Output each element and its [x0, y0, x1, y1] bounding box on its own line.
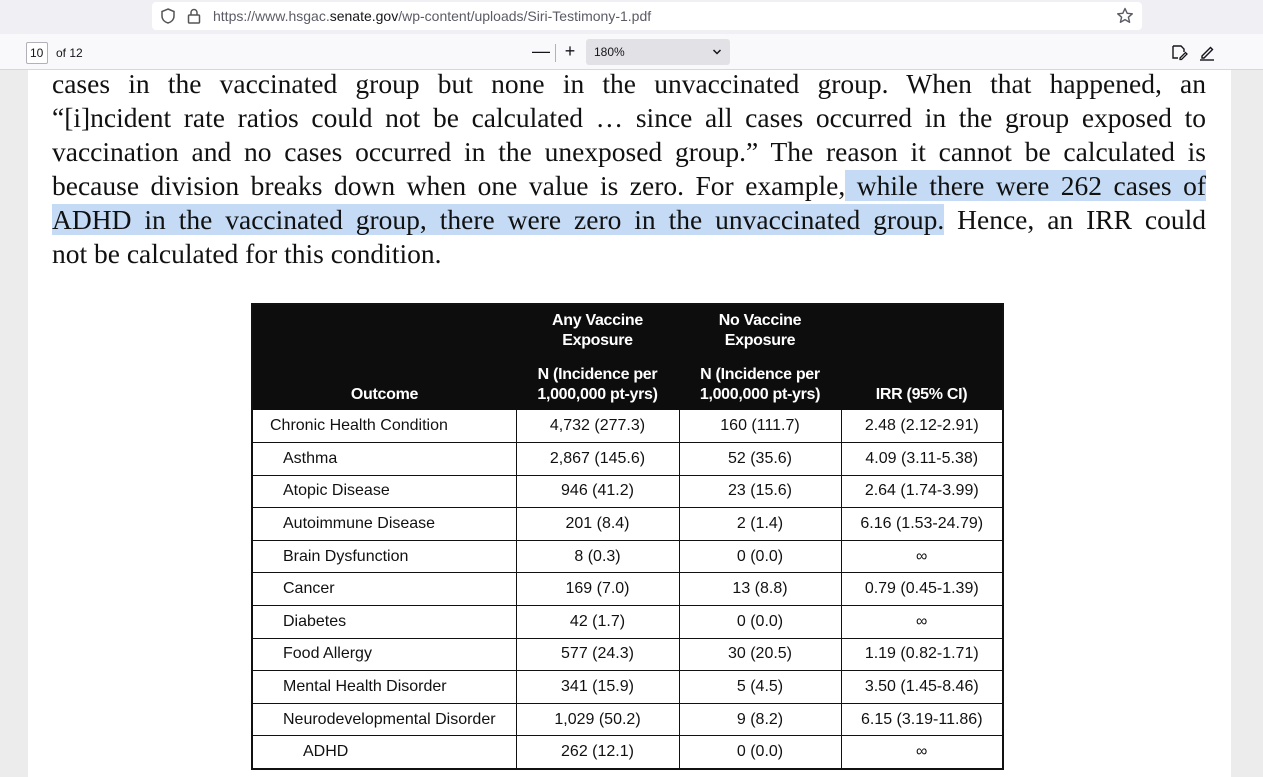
paragraph-line: not be calculated for this condition. [52, 238, 442, 269]
irr-cell: 4.09 (3.11-5.38) [841, 443, 1003, 476]
zoom-separator [555, 44, 556, 62]
header-cell [841, 304, 1003, 351]
outcome-cell: Food Allergy [252, 638, 516, 671]
no-vaccine-cell: 23 (15.6) [679, 475, 841, 508]
paragraph-line: cases in the vaccinated group but none in the unvaccinated group. When that happened, an [52, 70, 1206, 99]
zoom-in-button[interactable]: + [564, 41, 576, 61]
paragraph-line: vaccination and no cases occurred in the unexposed group.” The reason it cannot be calculated is [52, 136, 1206, 167]
browser-toolbar [0, 0, 1263, 34]
table-row [252, 508, 1003, 541]
draw-pen-icon[interactable] [1198, 43, 1216, 61]
no-vaccine-cell: 5 (4.5) [679, 671, 841, 704]
outcome-cell: Mental Health Disorder [252, 671, 516, 704]
table-row [252, 410, 1003, 443]
header-text: No Vaccine [718, 312, 802, 329]
irr-cell: ∞ [841, 540, 1003, 573]
paragraph-line [52, 169, 1206, 203]
page-count: of 12 [56, 46, 83, 60]
outcome-cell: ADHD [252, 736, 516, 769]
table-row [252, 606, 1003, 639]
table-row [252, 671, 1003, 704]
table-row [252, 736, 1003, 769]
url-text[interactable] [213, 8, 651, 24]
header-cell [679, 304, 841, 351]
no-vaccine-cell: 2 (1.4) [679, 508, 841, 541]
pdf-page [28, 70, 1231, 777]
line-text: Hence, an IRR could [944, 204, 1206, 235]
any-vaccine-cell: 1,029 (50.2) [516, 703, 679, 736]
irr-cell: 6.15 (3.19-11.86) [841, 703, 1003, 736]
url-prefix: https://www.hsgac. [213, 8, 330, 24]
any-vaccine-cell: 262 (12.1) [516, 736, 679, 769]
header-text: IRR (95% CI) [875, 386, 968, 403]
irr-cell: 2.64 (1.74-3.99) [841, 475, 1003, 508]
no-vaccine-cell: 9 (8.2) [679, 703, 841, 736]
irr-cell: 1.19 (0.82-1.71) [841, 638, 1003, 671]
testimony-paragraph [52, 70, 1206, 271]
table-row [252, 638, 1003, 671]
header-text: Exposure [562, 332, 633, 349]
lock-icon[interactable] [185, 7, 203, 25]
incidence-table [251, 303, 1004, 770]
table-row [252, 475, 1003, 508]
zoom-out-button[interactable]: — [532, 41, 550, 61]
zoom-level: 180% [594, 45, 625, 59]
table-row [252, 703, 1003, 736]
pdf-viewer[interactable] [0, 70, 1263, 777]
highlighted-text: ADHD in the vaccinated group, there were zero in the unvaccinated group. [52, 204, 945, 235]
header-text: Exposure [724, 332, 796, 349]
irr-cell: 0.79 (0.45-1.39) [841, 573, 1003, 606]
any-vaccine-cell: 201 (8.4) [516, 508, 679, 541]
table-row [252, 573, 1003, 606]
irr-cell: ∞ [841, 606, 1003, 639]
no-vaccine-cell: 13 (8.8) [679, 573, 841, 606]
address-bar[interactable] [152, 2, 1142, 30]
paragraph-line: “[i]ncident rate ratios could not be calculated … since all cases occurred in the group exposed to [52, 102, 1206, 133]
outcome-cell: Neurodevelopmental Disorder [252, 703, 516, 736]
header-text: 1,000,000 pt-yrs) [699, 386, 821, 403]
no-vaccine-cell: 30 (20.5) [679, 638, 841, 671]
header-cell [841, 351, 1003, 410]
header-text: Any Vaccine [552, 312, 643, 329]
any-vaccine-cell: 8 (0.3) [516, 540, 679, 573]
star-icon[interactable] [1115, 6, 1135, 26]
outcome-cell: Brain Dysfunction [252, 540, 516, 573]
irr-cell: ∞ [841, 736, 1003, 769]
any-vaccine-cell: 341 (15.9) [516, 671, 679, 704]
header-cell [679, 351, 841, 410]
header-text: Outcome [350, 386, 419, 403]
any-vaccine-cell: 946 (41.2) [516, 475, 679, 508]
table-row [252, 443, 1003, 476]
page-number-input[interactable]: 10 [26, 42, 48, 64]
any-vaccine-cell: 2,867 (145.6) [516, 443, 679, 476]
outcome-cell: Cancer [252, 573, 516, 606]
any-vaccine-cell: 4,732 (277.3) [516, 410, 679, 443]
header-text: N (Incidence per [700, 366, 820, 383]
chevron-down-icon [712, 47, 722, 57]
header-cell [516, 304, 679, 351]
highlighted-text: while there were 262 cases of [845, 170, 1206, 201]
url-domain: senate.gov [329, 8, 399, 24]
pdf-toolbar [0, 34, 1263, 70]
no-vaccine-cell: 0 (0.0) [679, 736, 841, 769]
outcome-cell: Diabetes [252, 606, 516, 639]
irr-cell: 6.16 (1.53-24.79) [841, 508, 1003, 541]
table-header-row [252, 351, 1003, 410]
header-text: 1,000,000 pt-yrs) [537, 386, 658, 403]
header-cell [252, 351, 516, 410]
irr-cell: 2.48 (2.12-2.91) [841, 410, 1003, 443]
text-annotation-icon[interactable] [1170, 43, 1188, 61]
any-vaccine-cell: 169 (7.0) [516, 573, 679, 606]
table-row [252, 540, 1003, 573]
table-body [252, 410, 1003, 769]
zoom-select[interactable] [586, 39, 730, 65]
no-vaccine-cell: 0 (0.0) [679, 606, 841, 639]
header-text: N (Incidence per [537, 366, 658, 383]
header-cell [252, 304, 516, 351]
shield-icon[interactable] [159, 7, 177, 25]
no-vaccine-cell: 160 (111.7) [679, 410, 841, 443]
paragraph-line [52, 203, 1206, 237]
table-header-row [252, 304, 1003, 351]
any-vaccine-cell: 577 (24.3) [516, 638, 679, 671]
outcome-cell: Atopic Disease [252, 475, 516, 508]
outcome-cell: Asthma [252, 443, 516, 476]
no-vaccine-cell: 0 (0.0) [679, 540, 841, 573]
url-path: /wp-content/uploads/Siri-Testimony-1.pdf [398, 8, 652, 24]
outcome-cell: Autoimmune Disease [252, 508, 516, 541]
any-vaccine-cell: 42 (1.7) [516, 606, 679, 639]
irr-cell: 3.50 (1.45-8.46) [841, 671, 1003, 704]
outcome-cell: Chronic Health Condition [252, 410, 516, 443]
no-vaccine-cell: 52 (35.6) [679, 443, 841, 476]
line-text: because division breaks down when one value is zero. For example, [52, 170, 846, 201]
header-cell [516, 351, 679, 410]
